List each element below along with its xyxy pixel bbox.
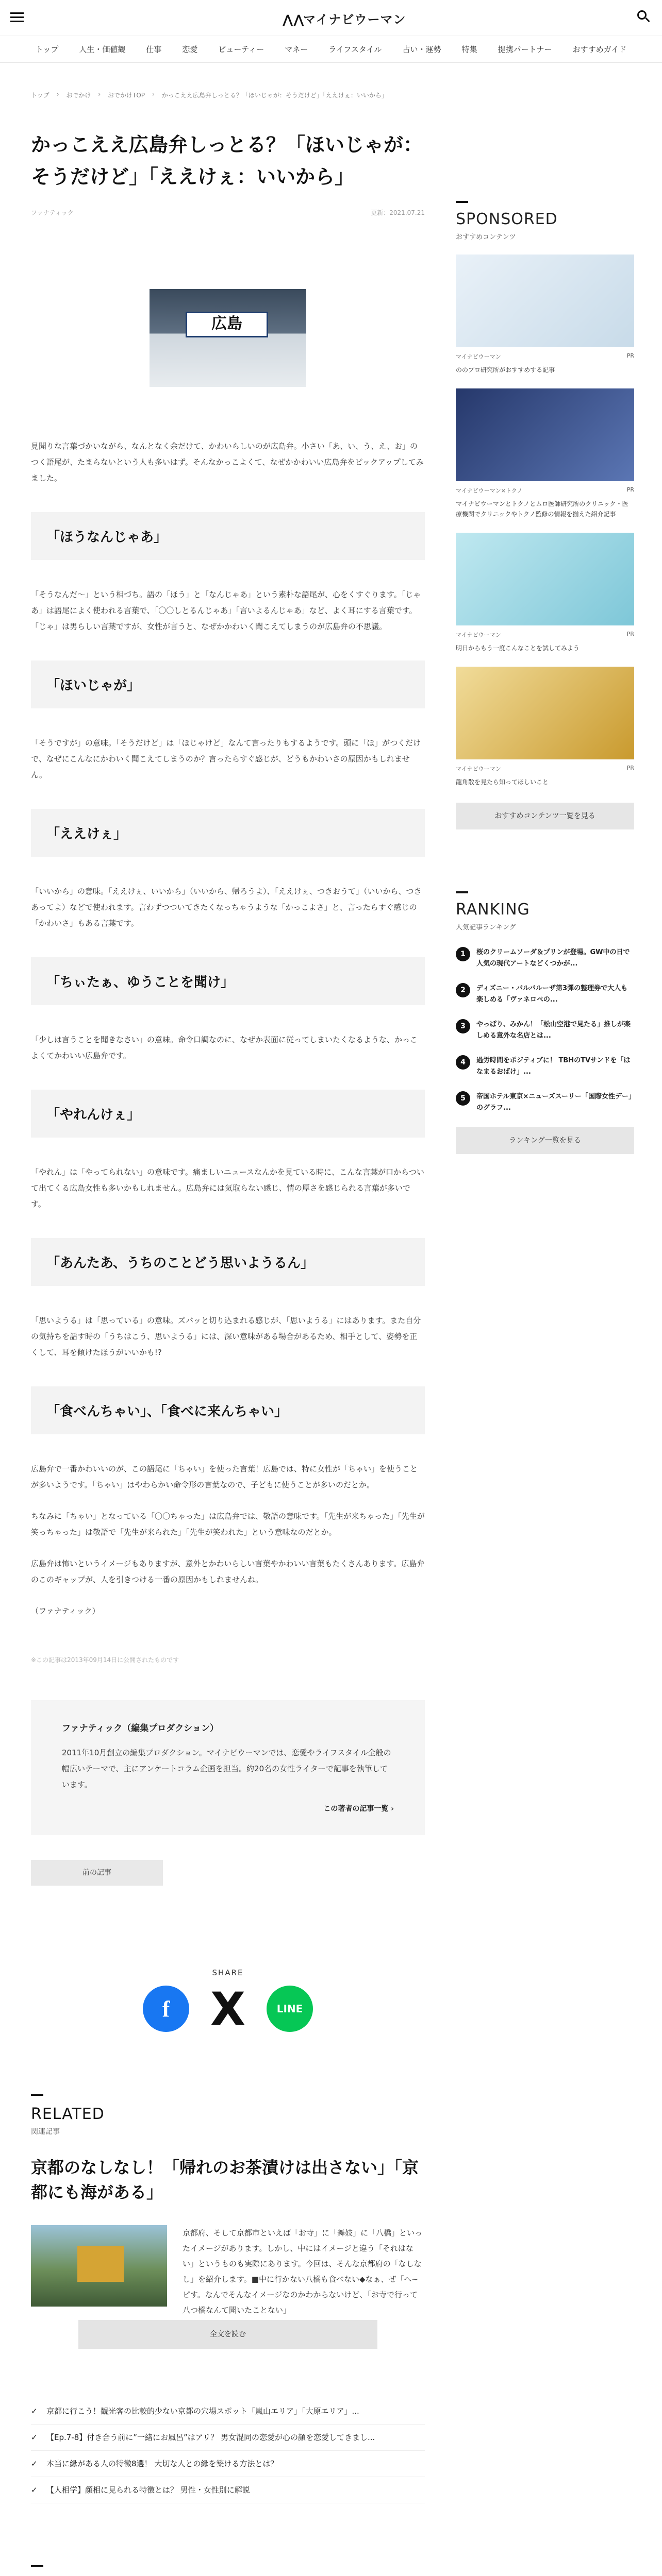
related-title: RELATED <box>31 2105 105 2123</box>
author-bio: 2011年10月創立の編集プロダクション。マイナビウーマンでは、恋愛やライフスタイル全般の幅広いテーマで、主にアンケートコラム企画を担当。約20名の女性ライターで記事を執筆しています。 <box>62 1748 391 1789</box>
section-divider <box>456 891 468 893</box>
related-list <box>31 2398 425 2503</box>
section-paragraph: 「やれん」は「やってられない」の意味です。痛ましいニュースなんかを見ている時に、こんな言葉が口からついて出てくる広島女性も多いかもしれません。広島弁には気取らない感じ、情の厚さを感じられる言葉が多いです。 <box>31 1167 424 1209</box>
related-subtitle: 関連記事 <box>31 2128 60 2136</box>
facebook-icon[interactable]: f <box>143 1986 189 2032</box>
sponsored-list-button[interactable]: おすすめコンテンツ一覧を見る <box>456 803 634 829</box>
ranking-item[interactable]: 2 ディズニー・パルパルーザ第3弾の整理券で大人も楽しめる「ヴァネロペの... <box>456 983 634 1006</box>
nav-item[interactable]: 恋愛 <box>182 45 198 54</box>
nav-item[interactable]: ライフスタイル <box>328 45 382 54</box>
article-author[interactable]: ファナティック <box>31 209 74 216</box>
breadcrumb-sep: › <box>98 91 101 98</box>
section-heading: 「ほいじゃが」 <box>31 660 425 708</box>
breadcrumb-current: かっこええ広島弁しっとる？「ほいじゃが：そうだけど」「ええけぇ：いいから」 <box>161 92 388 99</box>
temple-shape <box>77 2246 124 2282</box>
section-paragraph: 「そうなんだ～」という相づち。語の「ほう」と「なんじゃあ」という素朴な語尾が、心をくすぐります。「じゃあ」は語尾によく使われる言葉で、「〇〇しとるんじゃあ」「言いよるんじゃあ」など、よく耳にする言葉です。「じゃ」は男らしい言葉ですが、女性が言うと、なぜかかわいく聞こえてしまうのが広島弁の不思議。 <box>31 590 421 631</box>
ranking-item[interactable]: 5 帝国ホテル東京×ニューズスーリー「国際女性デー」のグラフ... <box>456 1091 634 1114</box>
article-lead: 見聞りな言葉づかいながら、なんとなく余だけて、かわいらしいのが広島弁。小さい「あ、い、う、え、お」のつく語尾が、たまらないという人も多いはず。そんなかっこよくて、なぜかかわいい広島弁をピックアップしてみました。 <box>31 442 424 483</box>
section-paragraph: ちなみに「ちゃい」となっている「〇〇ちゃった」は広島弁では、敬語の意味です。「先生が来ちゃった」「先生が笑っちゃった」は敬語で「先生が来られた」「先生が笑われた」という意味なのだとか。 <box>31 1512 425 1537</box>
pr-badge: PR <box>626 352 634 359</box>
hero-image <box>150 289 306 387</box>
check-icon: ✓ <box>31 2433 38 2442</box>
sponsored-title: SPONSORED <box>456 210 558 228</box>
check-icon: ✓ <box>31 2485 38 2495</box>
check-icon: ✓ <box>31 2406 38 2416</box>
article-title: かっこええ広島弁しっとる？「ほいじゃが：そうだけど」「ええけぇ：いいから」 <box>31 133 423 188</box>
section-paragraph: 「そうですが」の意味。「そうだけど」は「ほじゃけど」なんて言ったりもするようです。頭に「ほ」がつくだけで、なぜにこんなにかわいく聞こえてしまうのか？言ったらすぐ感じが、どうもかわいさの原因かもしれません。 <box>31 738 421 779</box>
site-header <box>0 0 662 36</box>
section-heading: 「ちぃたぁ、ゆうことを聞け」 <box>31 957 425 1005</box>
related-feature-title[interactable]: 京都のなしなし！「帰れのお茶漬けは出さない」「京都にも海がある」 <box>31 2158 419 2202</box>
ranking-item[interactable]: 4 過労時間をポジティブに！ TBHのTVサンドを「はなまるおばけ」... <box>456 1055 634 1078</box>
article-date: 更新：2021.07.21 <box>371 209 425 216</box>
section-paragraph: 広島弁は怖いというイメージもありますが、意外とかわいらしい言葉やかわいい言葉もたくさんあります。広島弁のこのギャップが、人を引きつける一番の原因かもしれませんね。 <box>31 1559 425 1584</box>
sponsored-image <box>456 255 634 347</box>
author-box <box>31 1700 425 1835</box>
pr-badge: PR <box>626 765 634 771</box>
x-icon[interactable]: X <box>205 1986 251 2032</box>
share-section <box>31 1968 425 2036</box>
updated-note: ※この記事は2013年09月14日に公開されたものです <box>31 1656 179 1664</box>
nav-item[interactable]: 提携パートナー <box>498 45 552 54</box>
sponsored-image <box>456 533 634 625</box>
section-heading: 「ほうなんじゃあ」 <box>31 512 425 560</box>
rank-number: 3 <box>456 1019 470 1033</box>
list-item[interactable]: ✓ 【Ep.7-8】付き合う前に”一緒にお風呂”はアリ？ 男女混同の恋愛が心の顔を恋愛してきまし... <box>31 2425 425 2451</box>
section-heading: 「あんたあ、うちのことどう思いようるん」 <box>31 1238 425 1286</box>
breadcrumb-sep: › <box>56 91 59 98</box>
breadcrumb-sep: › <box>152 91 155 98</box>
breadcrumb-item[interactable]: トップ <box>31 92 49 99</box>
menu-icon[interactable] <box>10 12 24 23</box>
check-icon: ✓ <box>31 2459 38 2468</box>
sponsored-image <box>456 388 634 481</box>
section-paragraph: 広島弁で一番かわいいのが、この語尾に「ちゃい」を使った言葉！広島では、特に女性が「ちゃい」を使うことが多いようです。「ちゃい」はやわらかい命令形の言葉なので、子どもに使うことが多いのだとか。 <box>31 1464 418 1489</box>
share-label: SHARE <box>212 1968 244 1977</box>
sponsored-item[interactable]: マイナビウーマン×トクノ PR マイナビウーマンとトクノとムロ医師研究所のクリニック・医療機関でクリニックやトクノ監修の情報を揃えた紹介記事 <box>456 388 634 519</box>
ranking-list <box>456 947 634 1114</box>
sponsored-subtitle: おすすめコンテンツ <box>456 233 516 241</box>
pr-badge: PR <box>626 486 634 493</box>
prev-article-button[interactable]: 前の記事 <box>31 1860 163 1886</box>
pr-badge: PR <box>626 631 634 637</box>
nav-item[interactable]: 占い・運勢 <box>402 45 441 54</box>
section-divider <box>31 2565 43 2567</box>
related-feature-text: 京都府、そして京都市といえば「お寺」に「舞妓」に「八橋」といったイメージがあります。しかし、中にはイメージと違う「それはない」というものも実際にあります。今回は、そんな京都府の「なしなし」を紹介します。■中に行かない八橋も食べない◆なぁ、ぜ「へ~ピす。なんでそんなイメージなのかわからないけど、「お寺で行って八つ橋なんて聞いたことない」 <box>183 2228 423 2315</box>
nav-item[interactable]: マネー <box>285 45 308 54</box>
list-item[interactable]: ✓ 本当に縁がある人の特徴8選！ 大切な人との縁を築ける方法とは？ <box>31 2451 425 2477</box>
breadcrumb-item[interactable]: おでかけ <box>66 92 91 99</box>
logo-mark-icon: ⋀⋀ <box>283 12 305 27</box>
section-divider <box>31 2094 43 2096</box>
ranking-item[interactable]: 1 桜のクリームソーダ＆プリンが登場。GW中の日で人気の現代アートなどくつかが... <box>456 947 634 970</box>
chevron-right-icon: › <box>391 1805 394 1813</box>
nav-item[interactable]: ビューティー <box>218 45 264 54</box>
ranking-list-button[interactable]: ランキング一覧を見る <box>456 1127 634 1154</box>
sponsored-item[interactable]: マイナビウーマン PR ののプロ研究所がおすすめする記事 <box>456 255 634 375</box>
rank-number: 2 <box>456 983 470 997</box>
sponsored-item[interactable]: マイナビウーマン PR 明日からもう一度こんなことを試してみよう <box>456 533 634 653</box>
ranking-title: RANKING <box>456 901 530 919</box>
nav-item[interactable]: おすすめガイド <box>572 45 627 54</box>
article-main <box>31 129 425 2576</box>
sponsored-item[interactable]: マイナビウーマン PR 龍角散を見たら知ってほしいこと <box>456 667 634 787</box>
rank-number: 5 <box>456 1091 470 1106</box>
station-sign: 広島 <box>186 312 268 337</box>
section-divider <box>456 201 468 203</box>
related-feature-image[interactable] <box>31 2225 167 2307</box>
section-heading: 「やれんけぇ」 <box>31 1090 425 1138</box>
author-name: ファナティック（編集プロダクション） <box>62 1723 219 1734</box>
line-icon[interactable]: LINE <box>267 1986 313 2032</box>
search-icon[interactable] <box>637 10 651 24</box>
sponsored-image <box>456 667 634 759</box>
section-paragraph: （ファナティック） <box>31 1606 100 1616</box>
nav-item[interactable]: 人生・価値観 <box>79 45 126 54</box>
author-more-link[interactable]: この著者の記事一覧 › <box>323 1805 394 1813</box>
list-item[interactable]: ✓ 【人相学】顔相に見られる特徴とは？ 男性・女性別に解説 <box>31 2477 425 2503</box>
sidebar <box>456 201 634 1154</box>
nav-item[interactable]: 仕事 <box>146 45 162 54</box>
section-heading: 「食べんちゃい」、「食べに来んちゃい」 <box>31 1386 425 1434</box>
section-heading: 「ええけぇ」 <box>31 809 425 857</box>
site-logo[interactable]: ⋀⋀マイナビウーマン <box>283 12 406 27</box>
nav-item[interactable]: 特集 <box>461 45 477 54</box>
nav-item[interactable]: トップ <box>35 45 59 54</box>
rank-number: 4 <box>456 1055 470 1070</box>
breadcrumb-item[interactable]: おでかけTOP <box>108 92 145 99</box>
ranking-item[interactable]: 3 やっぱり、みかん！「松山空港で見たる」推しが楽しめる意外な名店とは... <box>456 1019 634 1042</box>
read-full-button[interactable]: 全文を読む <box>78 2320 377 2349</box>
article-meta <box>31 208 425 217</box>
global-nav <box>0 36 662 63</box>
list-item[interactable]: ✓ 京都に行こう！観光客の比較的少ない京都の穴場スポット「嵐山エリア」「大原エリア」... <box>31 2398 425 2425</box>
section-paragraph: 「いいから」の意味。「ええけぇ、いいから」（いいから、帰ろうよ）、「ええけぇ、つきおうて」（いいから、つきあってよ）などで使われます。言わずつついてきたくなっちゃうような「かっこよさ」と、言ったらすぐ感じの「かわいさ」もある言葉です。 <box>31 887 422 928</box>
section-paragraph: 「思いようる」は「思っている」の意味。ズバッと切り込まれる感じが、「思いようる」にはあります。また自分の気持ちを話す時の「うちはこう、思いようる」には、深い意味がある場合があるため、相手として、姿勢を正くして、耳を傾けたほうがいいかも!? <box>31 1316 421 1357</box>
section-paragraph: 「少しは言うことを聞きなさい」の意味。命令口調なのに、なぜか表面に従ってしまいたくなるような、かっこよくてかわいい広島弁です。 <box>31 1035 418 1060</box>
rank-number: 1 <box>456 947 470 961</box>
breadcrumb <box>31 91 388 99</box>
ranking-subtitle: 人気記事ランキング <box>456 924 516 931</box>
